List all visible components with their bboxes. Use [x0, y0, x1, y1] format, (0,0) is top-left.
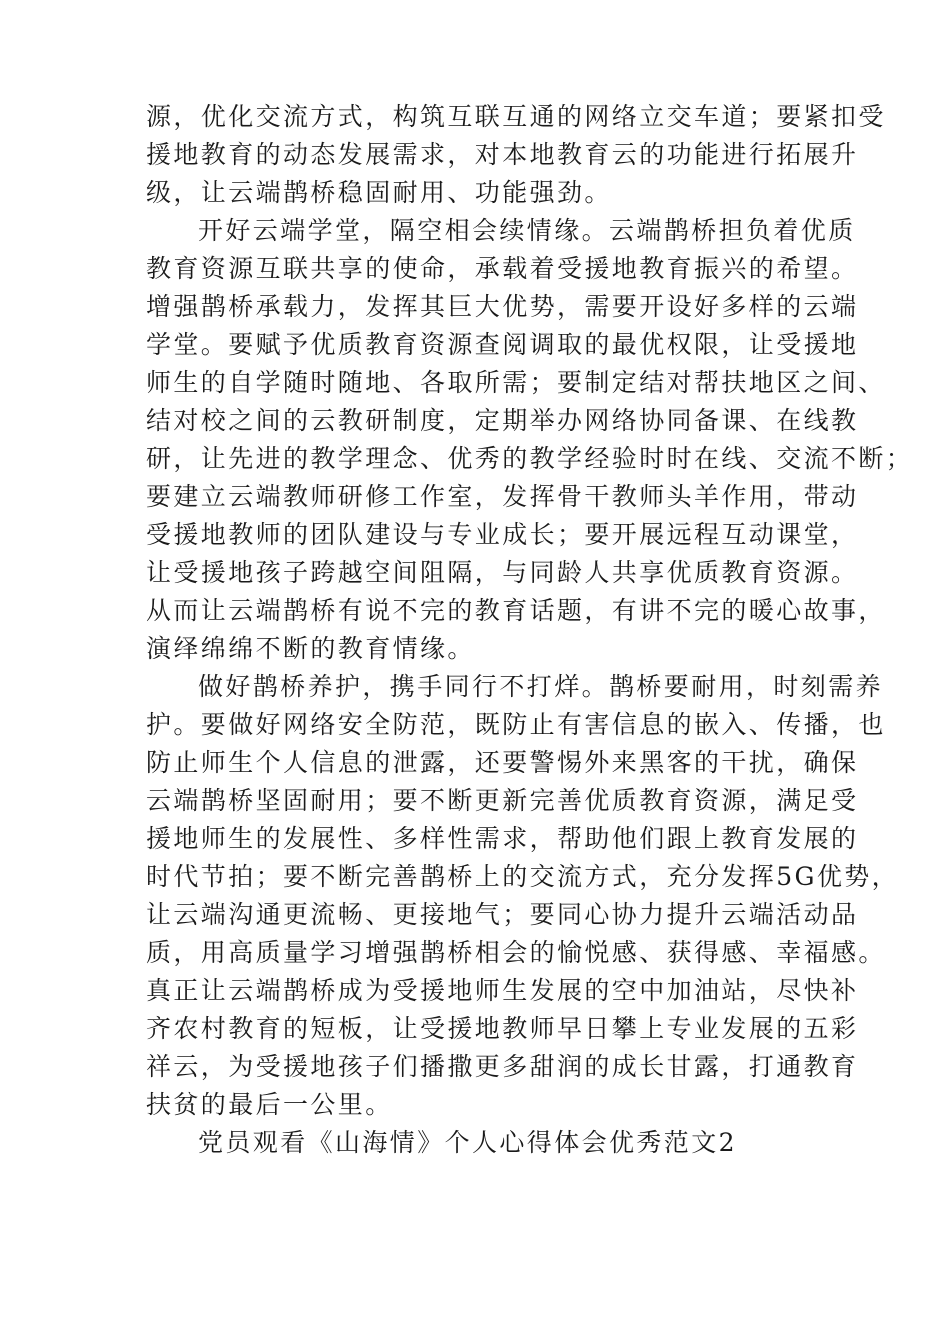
text-line-3: 级，让云端鹊桥稳固耐用、功能强劲。: [146, 178, 612, 207]
text-line-19: 云端鹊桥坚固耐用；要不断更新完善优质教育资源，满足受: [146, 786, 859, 815]
text-line-27: 扶贫的最后一公里。: [146, 1090, 393, 1119]
text-line-21: 时代节拍；要不断完善鹊桥上的交流方式，充分发挥5G优势，: [146, 862, 900, 891]
text-line-24: 真正让云端鹊桥成为受援地师生发展的空中加油站，尽快补: [146, 976, 859, 1005]
text-line-5: 教育资源互联共享的使命，承载着受援地教育振兴的希望。: [146, 254, 859, 283]
text-line-13: 让受援地孩子跨越空间阻隔，与同龄人共享优质教育资源。: [146, 558, 859, 587]
text-line-10: 研，让先进的教学理念、优秀的教学经验时时在线、交流不断；: [146, 444, 914, 473]
text-line-7: 学堂。要赋予优质教育资源查阅调取的最优权限，让受援地: [146, 330, 859, 359]
paragraph-heading-cloud-classroom: 开好云端学堂，隔空相会续情缘。云端鹊桥担负着优质: [198, 216, 856, 245]
text-line-6: 增强鹊桥承载力，发挥其巨大优势，需要开设好多样的云端: [146, 292, 859, 321]
text-line-14: 从而让云端鹊桥有说不完的教育话题，有讲不完的暖心故事，: [146, 596, 886, 625]
paragraph-heading-bridge-maintenance: 做好鹊桥养护，携手同行不打烊。鹊桥要耐用，时刻需养: [198, 672, 884, 701]
text-line-22: 让云端沟通更流畅、更接地气；要同心协力提升云端活动品: [146, 900, 859, 929]
text-line-2: 援地教育的动态发展需求，对本地教育云的功能进行拓展升: [146, 140, 859, 169]
text-line-23: 质，用高质量学习增强鹊桥相会的愉悦感、获得感、幸福感。: [146, 938, 886, 967]
section-title: 党员观看《山海情》个人心得体会优秀范文2: [198, 1128, 737, 1157]
text-line-8: 师生的自学随时随地、各取所需；要制定结对帮扶地区之间、: [146, 368, 886, 397]
text-line-18: 防止师生个人信息的泄露，还要警惕外来黑客的干扰，确保: [146, 748, 859, 777]
text-line-26: 祥云，为受援地孩子们播撒更多甜润的成长甘露，打通教育: [146, 1052, 859, 1081]
text-line-12: 受援地教师的团队建设与专业成长；要开展远程互动课堂，: [146, 520, 859, 549]
text-line-17: 护。要做好网络安全防范，既防止有害信息的嵌入、传播，也: [146, 710, 886, 739]
text-line-20: 援地师生的发展性、多样性需求，帮助他们跟上教育发展的: [146, 824, 859, 853]
text-line-25: 齐农村教育的短板，让受援地教师早日攀上专业发展的五彩: [146, 1014, 859, 1043]
text-line-11: 要建立云端教师研修工作室，发挥骨干教师头羊作用，带动: [146, 482, 859, 511]
document-body: [146, 98, 914, 1162]
text-line-1: 源，优化交流方式，构筑互联互通的网络立交车道；要紧扣受: [146, 102, 886, 131]
text-line-9: 结对校之间的云教研制度，定期举办网络协同备课、在线教: [146, 406, 859, 435]
text-line-15: 演绎绵绵不断的教育情缘。: [146, 634, 475, 663]
